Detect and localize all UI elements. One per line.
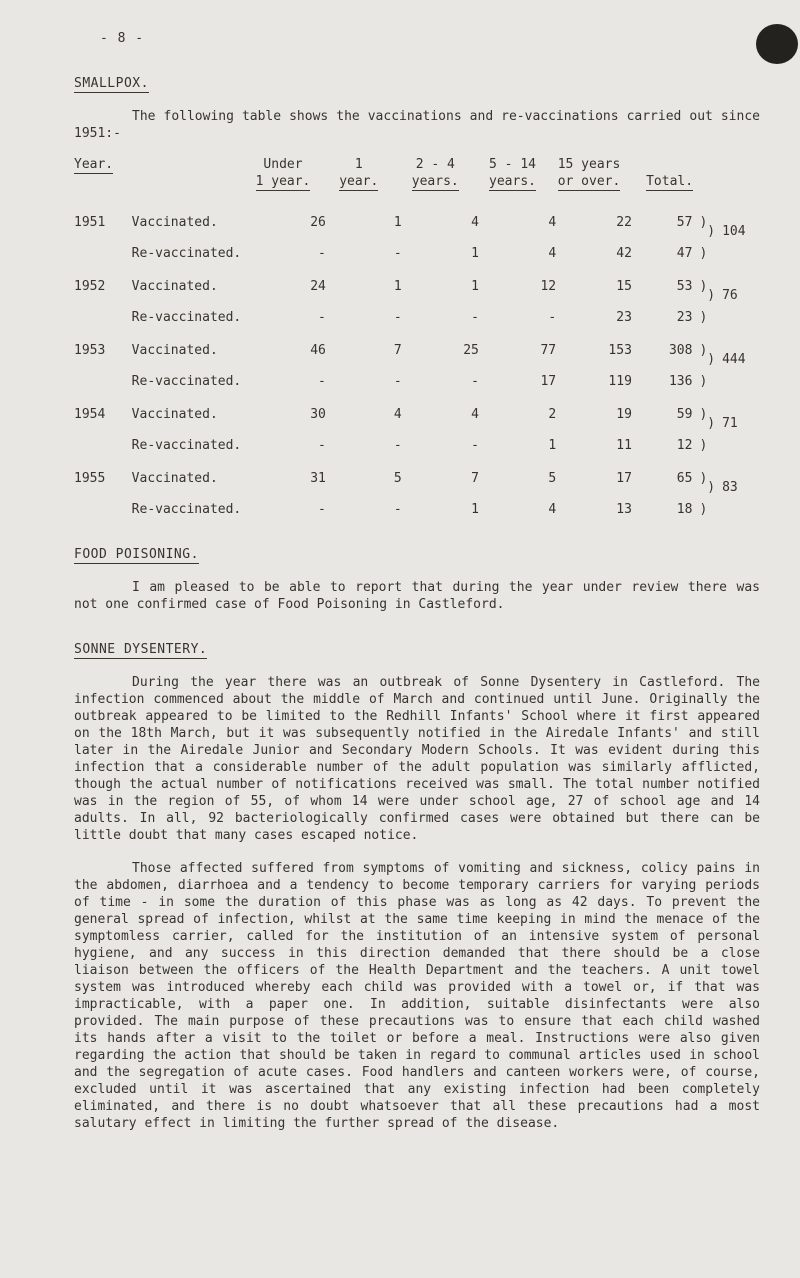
year-group-1952	[74, 262, 760, 326]
header-bottom-text: year.	[339, 174, 379, 189]
revaccinated-row	[74, 309, 760, 326]
year-group-1954	[74, 390, 760, 454]
value-cell: 4	[471, 407, 479, 422]
header-5-14-years	[479, 156, 556, 198]
row-label: Re-vaccinated.	[131, 310, 242, 325]
value-cell: 25	[463, 343, 479, 358]
food-poisoning-heading	[74, 546, 760, 563]
value-cell: 23	[616, 310, 632, 325]
sonne-dysentery-heading	[74, 641, 760, 658]
brace: )	[699, 502, 708, 517]
vaccinated-row	[74, 262, 760, 309]
revaccinated-row	[74, 437, 760, 454]
year-cell: 1952	[74, 279, 106, 294]
header-1-year	[326, 156, 402, 198]
value-cell: 5	[548, 471, 557, 486]
total-cell	[632, 326, 707, 373]
combined-total: 83	[722, 479, 738, 495]
header-year	[74, 156, 132, 198]
total-cell	[632, 198, 707, 245]
value-cell: 2	[548, 407, 557, 422]
brace: )	[707, 223, 716, 239]
header-top-text: 1	[354, 157, 363, 172]
value-cell: 17	[540, 374, 557, 389]
combined-total: 76	[722, 287, 738, 303]
year-cell: 1954	[74, 407, 106, 422]
header-under-1-year	[250, 156, 326, 198]
value-cell: 5	[393, 471, 402, 486]
brace: )	[699, 246, 708, 261]
value-cell: 11	[616, 438, 632, 453]
vaccination-table	[74, 156, 760, 518]
value-cell: -	[393, 438, 402, 453]
value-cell: -	[471, 310, 479, 325]
total-cell	[632, 245, 707, 262]
vaccinated-row	[74, 390, 760, 437]
revaccinated-row	[74, 501, 760, 518]
brace: )	[699, 438, 708, 453]
total-cell	[632, 309, 707, 326]
value-cell: 46	[310, 343, 326, 358]
total-value: 308	[668, 343, 693, 358]
table-header	[74, 156, 760, 198]
header-bottom-text: years.	[489, 174, 536, 189]
brace: )	[699, 343, 708, 358]
header-top-text	[632, 156, 707, 173]
value-cell: 13	[616, 502, 632, 517]
total-value: 57	[676, 215, 693, 230]
value-cell: -	[393, 310, 402, 325]
ink-blot-mark	[756, 24, 798, 64]
year-group-1953	[74, 326, 760, 390]
value-cell: 1	[393, 215, 402, 230]
total-cell	[632, 390, 707, 437]
header-15-years-or-over	[556, 156, 632, 198]
year-cell-empty	[74, 245, 132, 262]
header-2-4-years	[402, 156, 479, 198]
food-poisoning-heading-text: FOOD POISONING.	[74, 547, 199, 562]
row-label: Vaccinated.	[131, 471, 218, 486]
brace: )	[699, 215, 708, 230]
header-top-text: 15 years	[557, 157, 621, 172]
value-cell: 1	[471, 279, 479, 294]
brace: )	[699, 310, 708, 325]
sonne-dysentery-heading-text: SONNE DYSENTERY.	[74, 642, 208, 657]
value-cell: 4	[393, 407, 402, 422]
header-year-text: Year.	[74, 157, 114, 172]
header-label-spacer	[132, 156, 250, 198]
value-cell: 1	[471, 502, 479, 517]
total-value: 23	[676, 310, 693, 325]
value-cell: -	[393, 246, 402, 261]
value-cell: 7	[471, 471, 479, 486]
value-cell: 24	[310, 279, 326, 294]
year-cell-empty	[74, 373, 132, 390]
combined-total-cell	[707, 262, 760, 326]
page-number: - 8 -	[100, 31, 145, 46]
row-label: Vaccinated.	[131, 279, 218, 294]
header-bottom-text: Total.	[646, 174, 694, 189]
brace: )	[699, 407, 708, 422]
total-value: 59	[676, 407, 693, 422]
value-cell: -	[471, 374, 479, 389]
brace: )	[707, 415, 716, 431]
value-cell: 4	[471, 215, 479, 230]
row-label: Re-vaccinated.	[131, 246, 242, 261]
value-cell: 15	[616, 279, 632, 294]
value-cell: 4	[548, 215, 557, 230]
value-cell: -	[318, 438, 326, 453]
value-cell: 1	[548, 438, 557, 453]
vaccinated-row	[74, 198, 760, 245]
total-value: 65	[676, 471, 693, 486]
row-label: Re-vaccinated.	[131, 374, 242, 389]
smallpox-intro: The following table shows the vaccinations and re-vaccinations carried out since 1951:-	[74, 109, 760, 141]
value-cell: 7	[393, 343, 402, 358]
value-cell: -	[318, 374, 326, 389]
value-cell: 1	[393, 279, 402, 294]
value-cell: 31	[310, 471, 326, 486]
year-group-1951	[74, 198, 760, 262]
total-value: 18	[676, 502, 693, 517]
header-combined-spacer	[707, 156, 760, 198]
sonne-dysentery-paragraph-2: Those affected suffered from symptoms of vomiting and sickness, colicy pains in the abdomen, diarrhoea and a tendency to become temporary carriers for varying periods of time - in some the duration of this phase was as long as 42 days. To prevent the general spread of infection, whilst at the same time keeping in mind the menace of the symptomless carrier, called for the institution of an intensive system of personal hygiene, and any success in this direction demanded that there should be a close liaison between the officers of the Health Department and the teachers. A unit towel system was introduced whereby each child was provided with a towel or, if that was impracticable, with a paper one. In addition, suitable disinfectants were also provided. The main purpose of these precautions was to ensure that each child washed its hands after a visit to the toilet or before a meal. Instructions were also given regarding the action that should be taken in regard to communal articles used in school and the segregation of acute cases. Food handlers and canteen workers were, of course, excluded until it was ascertained that any existing infection had been completely eliminated, and there is no doubt whatsoever that all these precautions had a most salutary effect in limiting the further spread of the disease.	[74, 861, 760, 1131]
value-cell: -	[548, 310, 557, 325]
revaccinated-row	[74, 373, 760, 390]
total-value: 136	[668, 374, 693, 389]
year-cell: 1953	[74, 343, 106, 358]
brace: )	[699, 471, 708, 486]
smallpox-heading-text: SMALLPOX.	[74, 76, 149, 91]
year-cell: 1955	[74, 471, 106, 486]
row-label: Re-vaccinated.	[131, 438, 242, 453]
row-label: Vaccinated.	[131, 407, 218, 422]
value-cell: 4	[548, 246, 557, 261]
header-top-text: 5 - 14	[489, 157, 536, 172]
total-cell	[632, 437, 707, 454]
year-group-1955	[74, 454, 760, 518]
header-bottom-text: 1 year.	[255, 174, 311, 189]
brace: )	[707, 479, 716, 495]
combined-total: 104	[722, 223, 746, 239]
header-total	[632, 156, 707, 198]
value-cell: 119	[608, 374, 632, 389]
header-bottom-text: years.	[411, 174, 459, 189]
total-cell	[632, 373, 707, 390]
row-label: Vaccinated.	[131, 215, 218, 230]
value-cell: 22	[616, 215, 632, 230]
value-cell: 77	[540, 343, 557, 358]
table-header-row	[74, 156, 760, 198]
value-cell: -	[393, 374, 402, 389]
year-cell: 1951	[74, 215, 106, 230]
combined-total-cell	[707, 454, 760, 518]
total-cell	[632, 454, 707, 501]
combined-total: 71	[722, 415, 738, 431]
smallpox-heading	[74, 75, 760, 92]
brace: )	[699, 279, 708, 294]
row-label: Re-vaccinated.	[131, 502, 242, 517]
value-cell: -	[471, 438, 479, 453]
value-cell: -	[393, 502, 402, 517]
combined-total-cell	[707, 390, 760, 454]
value-cell: 12	[540, 279, 557, 294]
sonne-dysentery-paragraph-1: During the year there was an outbreak of Sonne Dysentery in Castleford. The infection commenced about the middle of March and continued until June. Originally the outbreak appeared to be limited to the Redhill Infants' School where it first appeared on the 18th March, but it was subsequently notified in the Airedale Infants' and still later in the Airedale Junior and Secondary Modern Schools. It was evident during this infection that a considerable number of the adult population was similarly afflicted, though the actual number of notifications received was small. The total number notified was in the region of 55, of whom 14 were under school age, 27 of school age and 14 adults. In all, 92 bacteriologically confirmed cases were obtained but there can be little doubt that many cases escaped notice.	[74, 675, 760, 843]
value-cell: 26	[310, 215, 326, 230]
vaccinated-row	[74, 454, 760, 501]
total-value: 47	[676, 246, 693, 261]
year-cell-empty	[74, 309, 132, 326]
brace: )	[707, 287, 716, 303]
header-top-text: Under	[263, 157, 303, 172]
value-cell: -	[318, 502, 326, 517]
food-poisoning-paragraph: I am pleased to be able to report that during the year under review there was not one confirmed case of Food Poisoning in Castleford.	[74, 580, 760, 612]
combined-total-cell	[707, 198, 760, 262]
value-cell: 17	[616, 471, 632, 486]
year-cell-empty	[74, 437, 132, 454]
combined-total-cell	[707, 326, 760, 390]
header-top-text: 2 - 4	[415, 157, 455, 172]
value-cell: -	[318, 310, 326, 325]
value-cell: 153	[608, 343, 632, 358]
vaccinated-row	[74, 326, 760, 373]
total-cell	[632, 501, 707, 518]
total-cell	[632, 262, 707, 309]
total-value: 53	[676, 279, 693, 294]
combined-total: 444	[722, 351, 746, 367]
value-cell: -	[318, 246, 326, 261]
header-bottom-text: or over.	[557, 174, 621, 189]
value-cell: 30	[310, 407, 326, 422]
value-cell: 42	[616, 246, 632, 261]
brace: )	[699, 374, 708, 389]
value-cell: 4	[548, 502, 557, 517]
row-label: Vaccinated.	[131, 343, 218, 358]
revaccinated-row	[74, 245, 760, 262]
total-value: 12	[676, 438, 693, 453]
brace: )	[707, 351, 716, 367]
year-cell-empty	[74, 501, 132, 518]
value-cell: 19	[616, 407, 632, 422]
value-cell: 1	[471, 246, 479, 261]
